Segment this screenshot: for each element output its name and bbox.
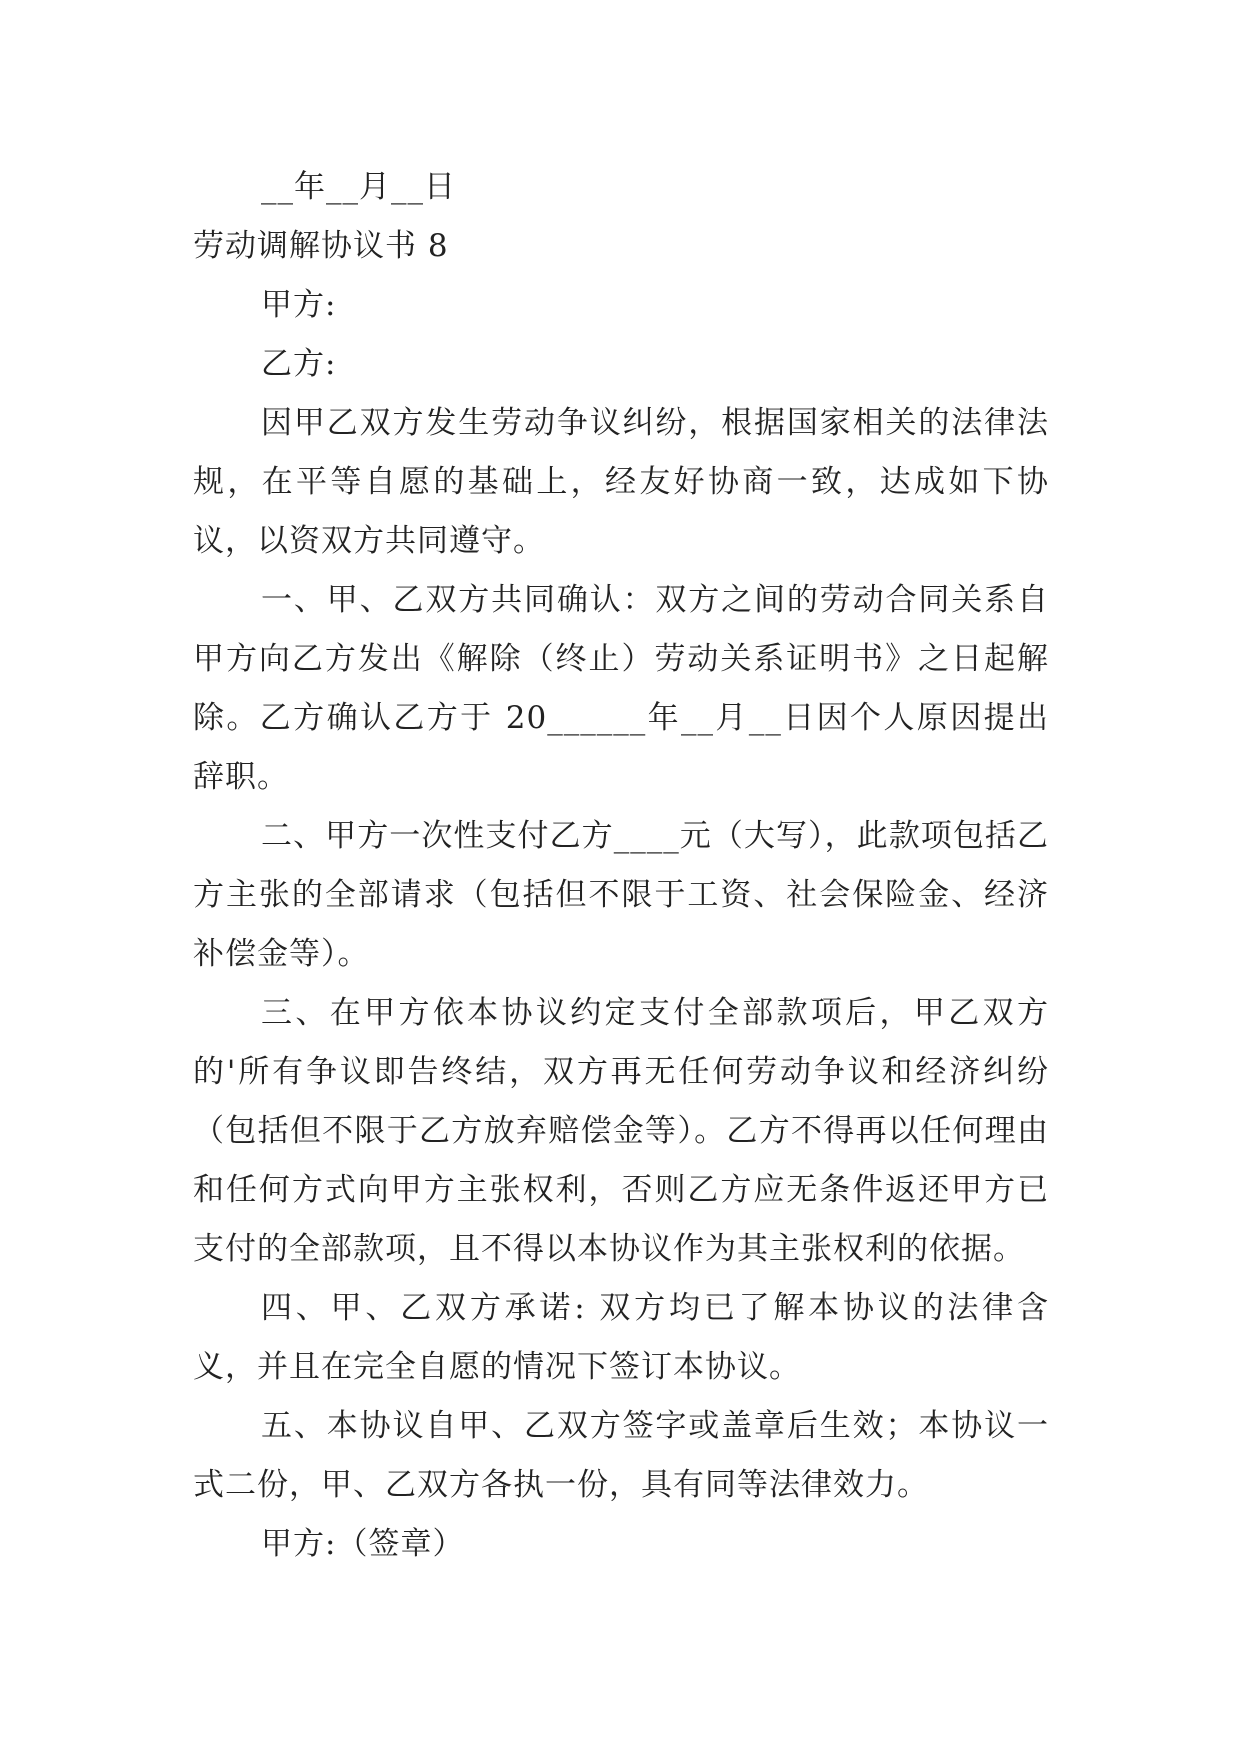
party-b-label: 乙方: (261, 346, 337, 382)
document-title: 劳动调解协议书 8 (193, 228, 449, 264)
paragraph-clause-3: 三、在甲方依本协议约定支付全部款项后，甲乙双方的'所有争议即告终结，双方再无任何劳动争议和经济纠纷（包括但不限于乙方放弃赔偿金等）。乙方不得再以任何理由和任何方式向甲方主张权利，否则乙方应无条件返还甲方已支付的全部款项，且不得以本协议作为其主张权利的依据。 (193, 995, 1049, 1267)
signature-party-a: 甲方:（签章） (261, 1526, 465, 1562)
paragraph-clause-4: 四、甲、乙双方承诺: 双方均已了解本协议的法律含义，并且在完全自愿的情况下签订本协议。 (193, 1290, 1049, 1385)
paragraph-clause-5: 五、本协议自甲、乙双方签字或盖章后生效；本协议一式二份，甲、乙双方各执一份，具有同等法律效力。 (193, 1408, 1049, 1503)
document-body (193, 158, 1049, 1574)
date-line: __年__月__日 (261, 169, 456, 205)
paragraph-clause-1: 一、甲、乙双方共同确认：双方之间的劳动合同关系自甲方向乙方发出《解除（终止）劳动关系证明书》之日起解除。乙方确认乙方于 20______年__月__日因个人原因提出辞职。 (193, 582, 1049, 795)
paragraph-preamble: 因甲乙双方发生劳动争议纠纷，根据国家相关的法律法规，在平等自愿的基础上，经友好协商一致，达成如下协议，以资双方共同遵守。 (193, 405, 1049, 559)
party-a-label: 甲方: (261, 287, 337, 323)
paragraph-clause-2: 二、甲方一次性支付乙方____元（大写），此款项包括乙方主张的全部请求（包括但不限于工资、社会保险金、经济补偿金等）。 (193, 818, 1049, 972)
